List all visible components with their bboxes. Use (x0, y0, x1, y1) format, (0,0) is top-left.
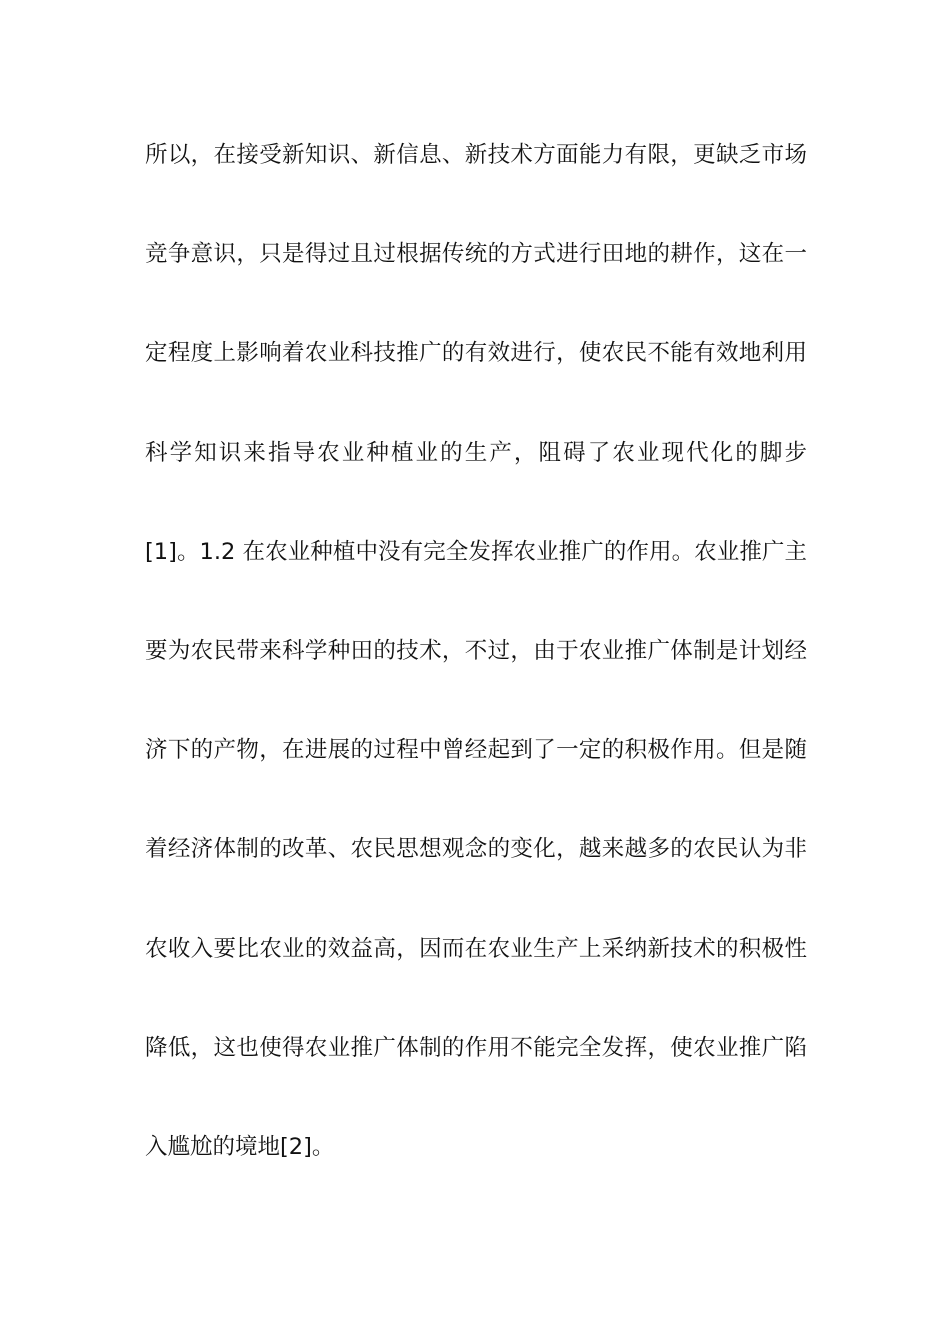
paragraph-line: 竞争意识，只是得过且过根据传统的方式进行田地的耕作，这在一 (145, 241, 807, 268)
paragraph-line: 农收入要比农业的效益高，因而在农业生产上采纳新技术的积极性 (145, 935, 807, 962)
paragraph-line: 科学知识来指导农业种植业的生产，阻碍了农业现代化的脚步 (145, 439, 807, 466)
paragraph-line: 要为农民带来科学种田的技术，不过，由于农业推广体制是计划经 (145, 637, 807, 664)
paragraph-line: 入尴尬的境地[2]。 (145, 1133, 335, 1160)
body-paragraph (145, 131, 807, 1222)
paragraph-line: 降低，这也使得农业推广体制的作用不能完全发挥，使农业推广陷 (145, 1034, 807, 1061)
paragraph-line: 着经济体制的改革、农民思想观念的变化，越来越多的农民认为非 (145, 836, 807, 863)
paragraph-line: 所以，在接受新知识、新信息、新技术方面能力有限，更缺乏市场 (145, 142, 807, 168)
paragraph-line: 定程度上影响着农业科技推广的有效进行，使农民不能有效地利用 (145, 340, 807, 367)
paragraph-line: 济下的产物，在进展的过程中曾经起到了一定的积极作用。但是随 (145, 737, 807, 764)
paragraph-line: [1]。1.2 在农业种植中没有完全发挥农业推广的作用。农业推广主 (145, 538, 807, 565)
